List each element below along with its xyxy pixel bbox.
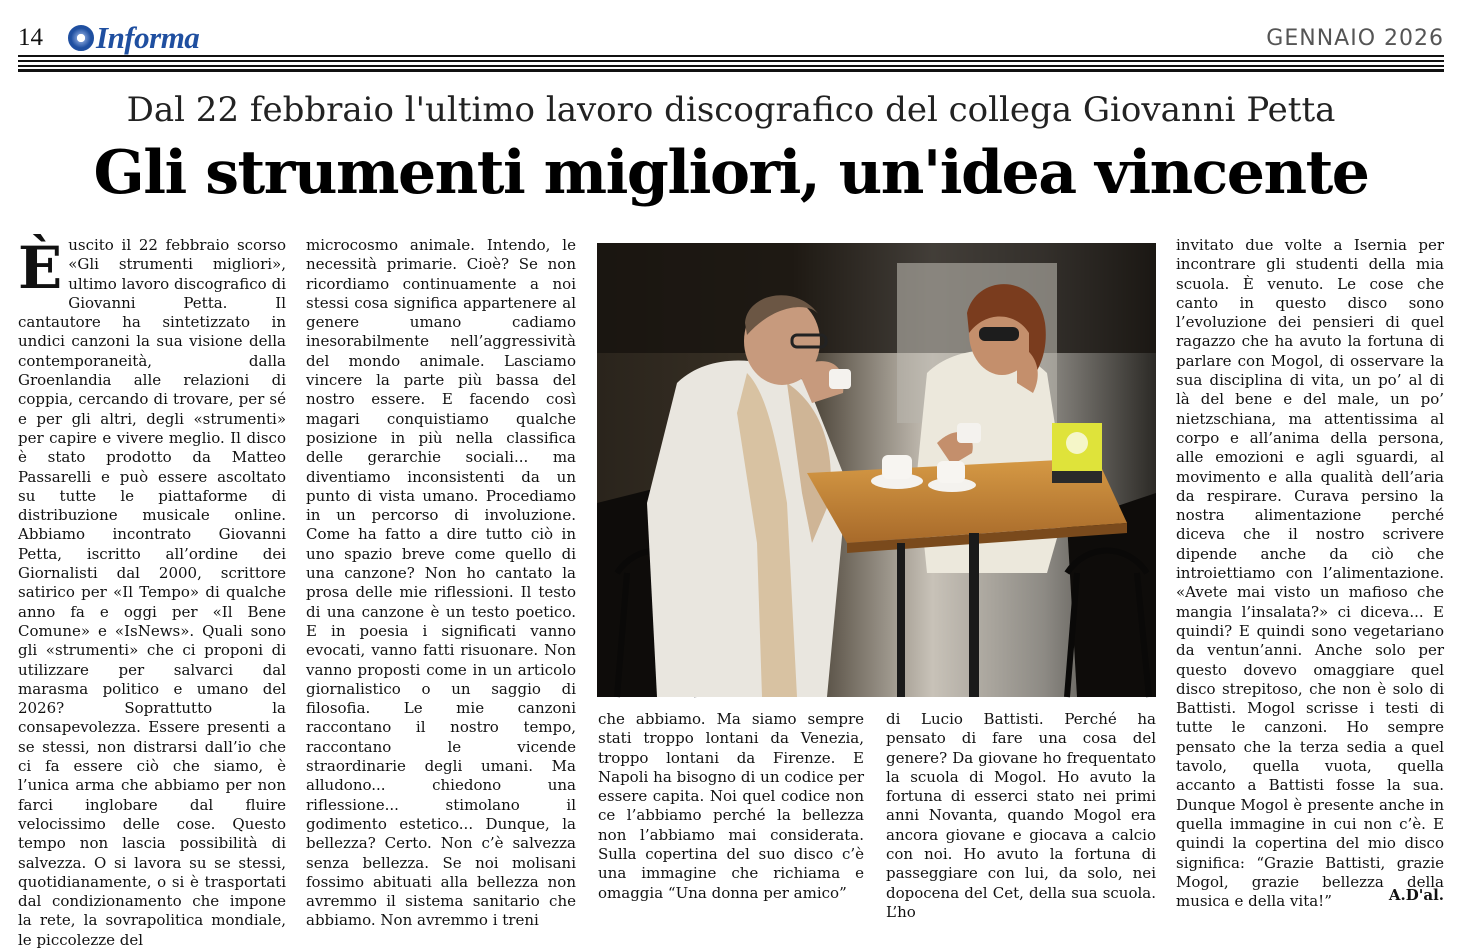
header-rule [18, 65, 1444, 67]
logo-seal-icon [68, 25, 94, 51]
issue-date: GENNAIO 2026 [1266, 26, 1444, 51]
article-column-3 [598, 710, 864, 908]
column-text: di Lucio Battisti. Perché ha pensato di fare una cosa del genere? Da giovane ho frequentato la scuola di Mogol. Ho avuto la fortuna di esserci stato nei primi anni Novanta, quando Mogol era ancora giovane e giocava a calcio con noi. Ho avuto la fortuna di passeggiare con lui, da solo, nei dopocena del Cet, della sua scuola. L’ho [886, 710, 1156, 921]
header-rule [18, 69, 1444, 72]
article-headline: Gli strumenti migliori, un'idea vincente [93, 138, 1369, 208]
masthead [18, 20, 1444, 60]
column-text: microcosmo animale. Intendo, le necessità primarie. Cioè? Se non ricordiamo continuamente a noi stessi cosa significa appartenere al genere umano cadiamo inesorabilmente nell’aggressività del mondo animale. Lasciamo vincere la parte più bassa del nostro essere. E facendo così magari conquistiamo qualche posizione in più nella classifica delle gerarchie sociali... ma diventiamo inconsistenti da un punto di vista umano. Procediamo in un percorso di involuzione. Come ha fatto a dire tutto ciò in uno spazio breve come quello di una canzone? Non ho cantato la prosa delle mie riflessioni. Il testo di una canzone è un testo poetico. E in poesia i significati vanno evocati, vanno fatti risuonare. Non vanno proposti come in un articolo giornalistico o un saggio di filosofia. Le mie canzoni raccontano il nostro tempo, raccontano le vicende straordinarie degli umani. Ma alludono... chiedono una riflessione... stimolano il godimento estetico... Dunque, la bellezza? Certo. Non c’è salvezza senza bellezza. Se noi molisani fossimo abituati alla bellezza non avremmo il sistema sanitario che abbiamo. Non avremmo i treni [306, 236, 576, 930]
column-text: invitato due volte a Isernia per incontrare gli studenti della mia scuola. È venuto. Le cose che canto in questo disco sono l’evoluzione dei pensieri di quel ragazzo che ha avuto la fortuna di parlare con Mogol, di osservare la sua disciplina di vita, un po’ al di là del bene e del male, un po’ nietzschiana, ma attentissima al corpo e all’anima della persona, alle emozioni e agli sguardi, al movimento e alla qualità dell’aria da respirare. Curava persino la nostra alimentazione perché diceva che il nostro scrivere dipende anche da ciò che introiettiamo con l’alimentazione. «Avete mai visto un mafioso che mangia l’insalata?» ci diceva... E quindi? E quindi sono vegetariano da ventun’anni. Anche solo per questo dovevo omaggiare quel disco strepitoso, che non è solo di Battisti. Mogol scrisse i testi di tutte le canzoni. Ho sempre pensato che la terza sedia a quel tavolo, quella vuota, quella accanto a Battisti fosse la sua. Dunque Mogol è presente anche in quella immagine in cui non c’è. E quindi la copertina del mio disco significa: “Grazie Battisti, grazie Mogol, grazie bellezza della musica e della vita!” [1176, 236, 1444, 911]
column-text: uscito il 22 febbraio scorso «Gli strumenti migliori», ultimo lavoro discografico di Giovanni Petta. Il cantautore ha sintetizzato in undici canzoni la sua visione della contemporaneità, dalla Groenlandia alle relazioni di coppia, cercando di trovare, per sé e per gli altri, degli «strumenti» per capire e vivere meglio. Il disco è stato prodotto da Matteo Passarelli e può essere ascoltato su tutte le piattaforme di distribuzione musicale online. Abbiamo incontrato Giovanni Petta, iscritto all’ordine dei Giornalisti dal 2000, scrittore satirico per «Il Tempo» di qualche anno fa e oggi per «Il Bene Comune» e «IsNews». Quali sono gli «strumenti» che ci proponi di utilizzare per salvarci dal marasma politico e umano del 2026? Soprattutto la consapevolezza. Essere presenti a se stessi, non distrarsi dall’io che ci fa essere ciò che siamo, è l’unica arma che abbiamo per non farci inglobare dal fluire velocissimo delle cose. Questo tempo non lascia possibilità di salvezza. O si lavora su se stessi, quotidianamente, o si è trasportati dal condizionamento che impone la rete, la sovrapolitica mondiale, le piccolezze del [18, 236, 286, 949]
column-text: che abbiamo. Ma siamo sempre stati troppo lontani da Venezia, troppo lontani da Firenze. E Napoli ha bisogno di un codice per essere capita. Noi quel codice non ce l’abbiamo perché la bellezza non l’abbiamo mai considerata. Sulla copertina del suo disco c’è una immagine che richiama e omaggia “Una donna per amico” [598, 710, 864, 902]
header-rule [18, 55, 1444, 57]
header-rule [18, 60, 1444, 62]
logo-text: Informa [96, 20, 200, 55]
article-column-4 [886, 710, 1156, 921]
newspaper-logo [68, 20, 199, 56]
article-photo [597, 243, 1156, 697]
article-column-2 [306, 236, 576, 930]
article-kicker: Dal 22 febbraio l'ultimo lavoro discografico del collega Giovanni Petta [126, 90, 1336, 130]
page-number: 14 [18, 24, 43, 51]
cafe-photo-illustration [597, 243, 1156, 697]
drop-cap: È [18, 234, 63, 302]
article-column-1 [18, 234, 286, 949]
article-column-5 [1176, 236, 1444, 911]
article-byline: A.D'al. [1388, 886, 1444, 904]
